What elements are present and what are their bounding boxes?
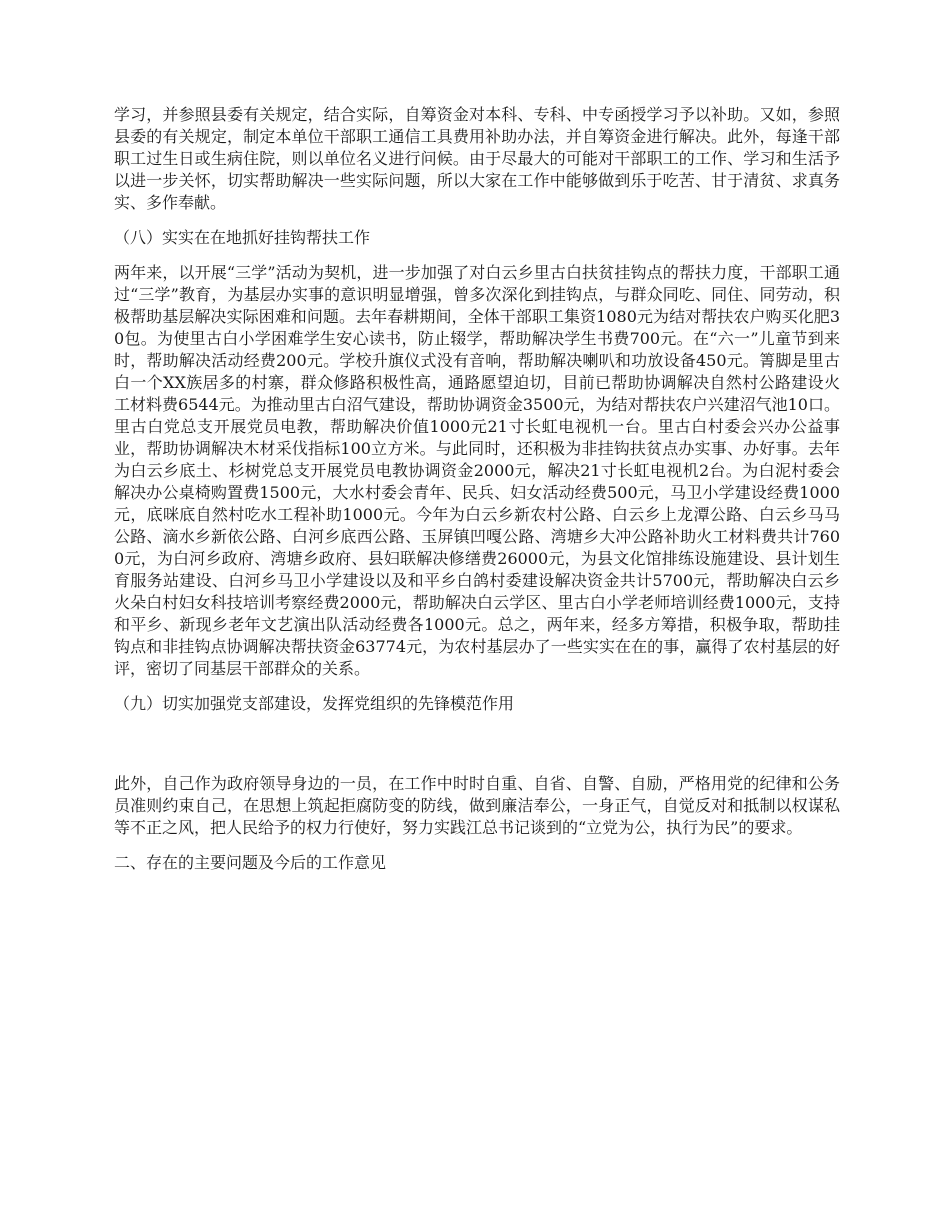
chapter-heading: 二、存在的主要问题及今后的工作意见 <box>114 853 387 872</box>
document-page <box>114 104 840 874</box>
section-heading: （九）切实加强党支部建设，发挥党组织的先锋模范作用 <box>114 694 515 713</box>
body-paragraph: 此外，自己作为政府领导身边的一员，在工作中时时自重、自省、自警、自励，严格用党的纪律和公务员准则约束自己，在思想上筑起拒腐防变的防线，做到廉洁奉公，一身正气，自觉反对和抵制以权谋私等不正之风，把人民给予的权力行使好，努力实践江总书记谈到的“立党为公，执行为民”的要求。 <box>114 774 840 837</box>
section-heading: （八）实实在在地抓好挂钩帮扶工作 <box>114 228 371 247</box>
body-paragraph: 两年来，以开展“三学”活动为契机，进一步加强了对白云乡里古白扶贫挂钩点的帮扶力度，干部职工通过“三学”教育，为基层办实事的意识明显增强，曾多次深化到挂钩点，与群众同吃、同住、同劳动，积极帮助基层解决实际困难和问题。去年春耕期间，全体干部职工集资1080元为结对帮扶农户购买化肥30包。为使里古白小学困难学生安心读书，防止辍学，帮助解决学生书费700元。在“六一”儿童节到来时，帮助解决活动经费200元。学校升旗仪式没有音响，帮助解决喇叭和功放设备450元。箐脚是里古白一个XX族居多的村寨，群众修路积极性高，通路愿望迫切，目前已帮助协调解决自然村公路建设火工材料费6544元。为推动里古白沼气建设，帮助协调资金3500元，为结对帮扶农户兴建沼气池10口。里古白党总支开展党员电教，帮助解决价值1000元21寸长虹电视机一台。里古白村委会兴办公益事业，帮助协调解决木材采伐指标100立方米。与此同时，还积极为非挂钩扶贫点办实事、办好事。去年为白云乡底土、杉树党总支开展党员电教协调资金2000元，解决21寸长虹电视机2台。为白泥村委会解决办公桌椅购置费1500元，大水村委会青年、民兵、妇女活动经费500元，马卫小学建设经费1000元，底咪底自然村吃水工程补助1000元。今年为白云乡新农村公路、白云乡上龙潭公路、白云乡马马公路、滴水乡新依公路、白河乡底西公路、玉屏镇凹嘎公路、湾塘乡大冲公路补助火工材料费共计7600元，为白河乡政府、湾塘乡政府、县妇联解决修缮费26000元，为县文化馆排练设施建设、县计划生育服务站建设、白河乡马卫小学建设以及和平乡白鸽村委建设解决资金共计5700元，帮助解决白云乡火朵白村妇女科技培训考察经费2000元，帮助解决白云学区、里古白小学老师培训经费1000元，支持和平乡、新现乡老年文艺演出队活动经费各1000元。总之，两年来，经多方筹措，积极争取，帮助挂钩点和非挂钩点协调解决帮扶资金63774元，为农村基层办了一些实实在在的事，赢得了农村基层的好评，密切了同基层干部群众的关系。 <box>114 263 840 678</box>
body-paragraph: 学习，并参照县委有关规定，结合实际，自筹资金对本科、专科、中专函授学习予以补助。又如，参照县委的有关规定，制定本单位干部职工通信工具费用补助办法，并自筹资金进行解决。此外，每逢干部职工过生日或生病住院，则以单位名义进行问候。由于尽最大的可能对干部职工的工作、学习和生活予以进一步关怀，切实帮助解决一些实际问题，所以大家在工作中能够做到乐于吃苦、甘于清贫、求真务实、多作奉献。 <box>114 105 840 212</box>
